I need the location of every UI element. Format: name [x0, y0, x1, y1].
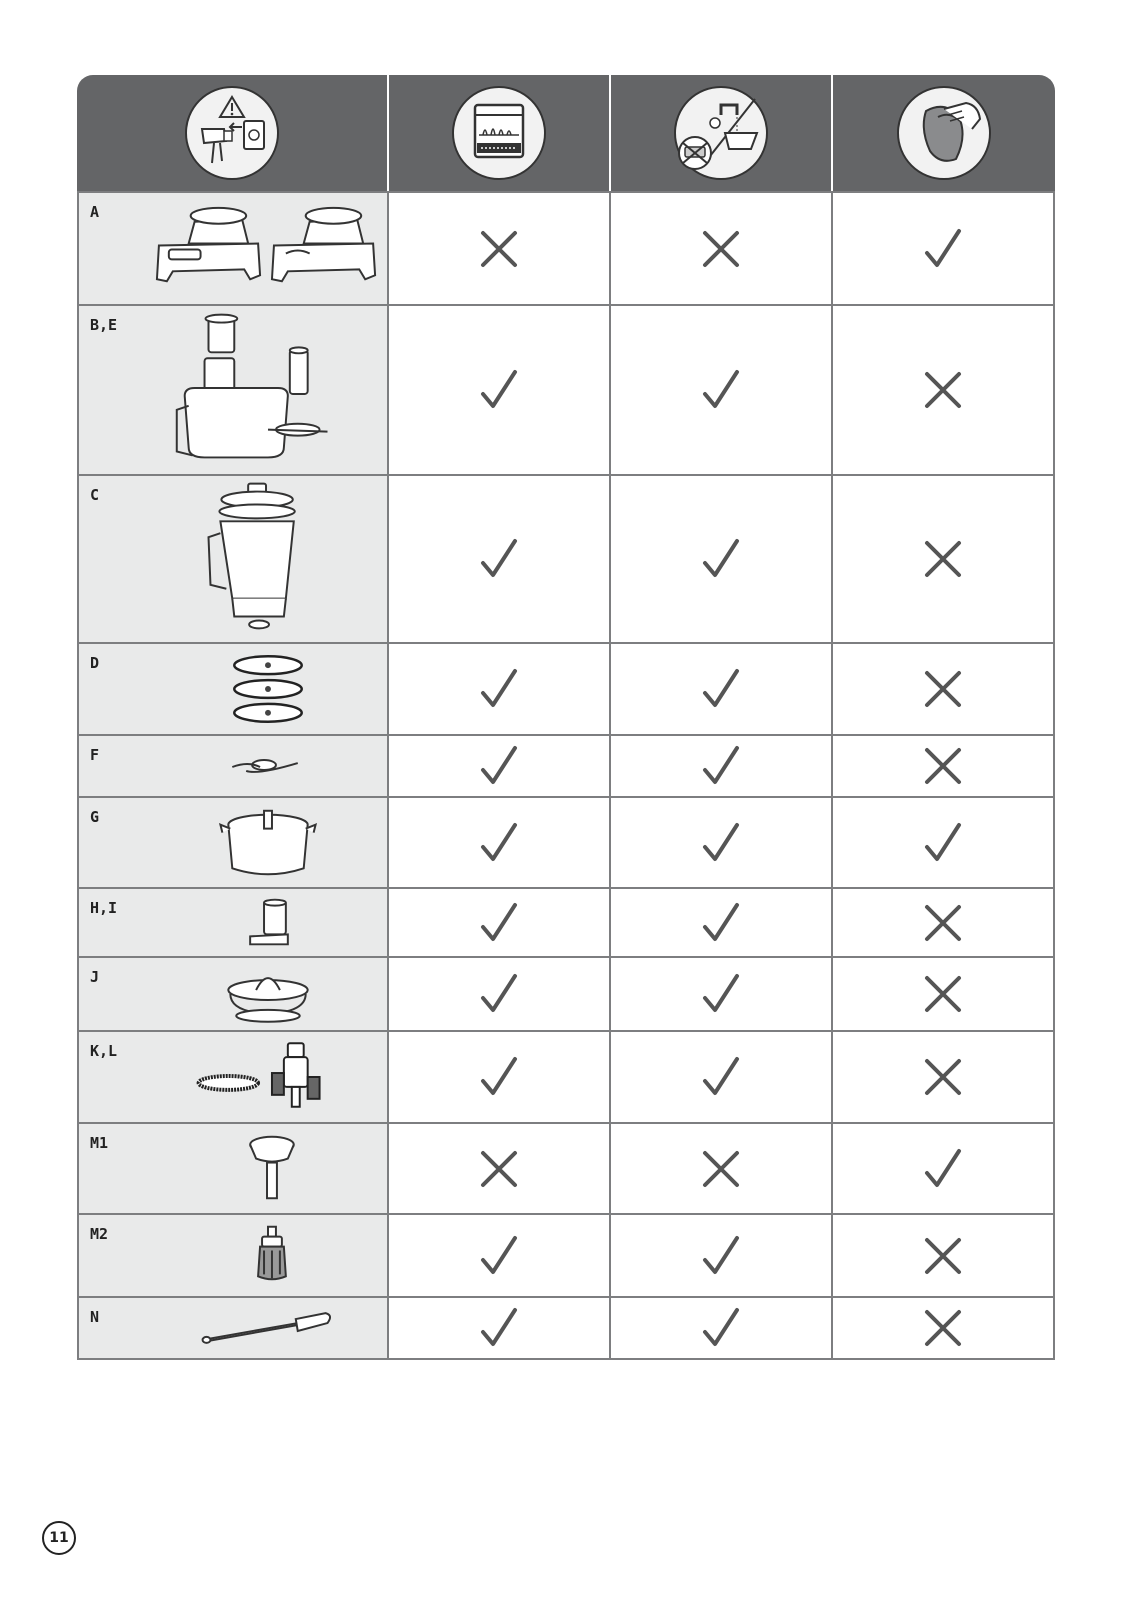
header-cell-sink — [611, 75, 833, 191]
wipe-mark-cross-icon — [833, 887, 1055, 956]
wipe-mark-cross-icon — [833, 1296, 1055, 1360]
table-row — [77, 956, 1055, 1030]
wipe-mark-check-icon — [833, 1122, 1055, 1213]
sink-washing-icon — [673, 85, 769, 181]
sink-mark-check-icon — [611, 474, 833, 642]
motor-base-image — [149, 193, 387, 304]
header-cell-unplug — [77, 75, 389, 191]
part-label: G — [90, 808, 100, 826]
part-cell — [77, 1296, 389, 1360]
dishwasher-mark-cross-icon — [389, 191, 611, 304]
part-cell — [77, 887, 389, 956]
part-cell — [77, 304, 389, 474]
part-cell — [77, 191, 389, 304]
table-row — [77, 191, 1055, 304]
part-cell — [77, 734, 389, 796]
sink-mark-check-icon — [611, 1030, 833, 1122]
dishwasher-mark-check-icon — [389, 1213, 611, 1296]
wipe-mark-cross-icon — [833, 956, 1055, 1030]
sink-mark-check-icon — [611, 304, 833, 474]
drive-shaft-image — [149, 1124, 387, 1213]
kneading-hook-image — [149, 1215, 387, 1296]
dishwasher-mark-check-icon — [389, 642, 611, 734]
sink-mark-check-icon — [611, 642, 833, 734]
wipe-mark-cross-icon — [833, 304, 1055, 474]
dishwasher-mark-check-icon — [389, 956, 611, 1030]
grater-drum-image — [149, 889, 387, 956]
bowl-assembly-image — [149, 306, 387, 474]
unplug-warning-icon — [184, 85, 280, 181]
wipe-mark-cross-icon — [833, 642, 1055, 734]
sink-mark-check-icon — [611, 1296, 833, 1360]
wipe-mark-cross-icon — [833, 1030, 1055, 1122]
table-row — [77, 1122, 1055, 1213]
wipe-mark-check-icon — [833, 191, 1055, 304]
basket-image — [149, 798, 387, 887]
part-label: J — [90, 968, 100, 986]
header-row — [77, 75, 1055, 191]
dishwasher-mark-check-icon — [389, 887, 611, 956]
dishwasher-mark-cross-icon — [389, 1122, 611, 1213]
table-row — [77, 474, 1055, 642]
cleaning-table — [77, 75, 1055, 1360]
slicing-discs-image — [149, 644, 387, 734]
part-cell — [77, 1213, 389, 1296]
part-cell — [77, 956, 389, 1030]
part-label: N — [90, 1308, 100, 1326]
dishwasher-mark-check-icon — [389, 1296, 611, 1360]
wipe-mark-cross-icon — [833, 734, 1055, 796]
page-number: 11 — [42, 1521, 76, 1555]
part-cell — [77, 1122, 389, 1213]
dishwasher-mark-check-icon — [389, 474, 611, 642]
table-row — [77, 1296, 1055, 1360]
part-label: K,L — [90, 1042, 118, 1060]
sink-mark-check-icon — [611, 887, 833, 956]
part-label: M1 — [90, 1134, 109, 1152]
table-row — [77, 734, 1055, 796]
wipe-mark-check-icon — [833, 796, 1055, 887]
table-row — [77, 887, 1055, 956]
part-cell — [77, 474, 389, 642]
dishwasher-mark-check-icon — [389, 304, 611, 474]
dishwasher-mark-check-icon — [389, 1030, 611, 1122]
wipe-cloth-icon — [896, 85, 992, 181]
blender-jug-image — [149, 476, 387, 642]
cleaning-table-wrap — [77, 75, 1055, 1360]
part-label: M2 — [90, 1225, 109, 1243]
sink-mark-cross-icon — [611, 1122, 833, 1213]
part-cell — [77, 796, 389, 887]
dishwasher-mark-check-icon — [389, 796, 611, 887]
chopping-blade-image — [149, 736, 387, 796]
part-label: B,E — [90, 316, 118, 334]
emulsifying-disc-and-whisk-image — [149, 1032, 387, 1122]
part-cell — [77, 642, 389, 734]
table-row — [77, 1213, 1055, 1296]
part-label: F — [90, 746, 100, 764]
sink-mark-cross-icon — [611, 191, 833, 304]
part-cell — [77, 1030, 389, 1122]
table-row — [77, 642, 1055, 734]
header-cell-wipe — [833, 75, 1055, 191]
sink-mark-check-icon — [611, 956, 833, 1030]
spatula-image — [149, 1298, 387, 1358]
header-cell-dishwasher — [389, 75, 611, 191]
table-row — [77, 304, 1055, 474]
wipe-mark-cross-icon — [833, 474, 1055, 642]
sink-mark-check-icon — [611, 796, 833, 887]
sink-mark-check-icon — [611, 734, 833, 796]
table-row — [77, 796, 1055, 887]
dishwasher-icon — [451, 85, 547, 181]
sink-mark-check-icon — [611, 1213, 833, 1296]
citrus-press-image — [149, 958, 387, 1030]
wipe-mark-cross-icon — [833, 1213, 1055, 1296]
part-label: H,I — [90, 899, 118, 917]
part-label: A — [90, 203, 100, 221]
part-label: C — [90, 486, 100, 504]
dishwasher-mark-check-icon — [389, 734, 611, 796]
part-label: D — [90, 654, 100, 672]
table-row — [77, 1030, 1055, 1122]
